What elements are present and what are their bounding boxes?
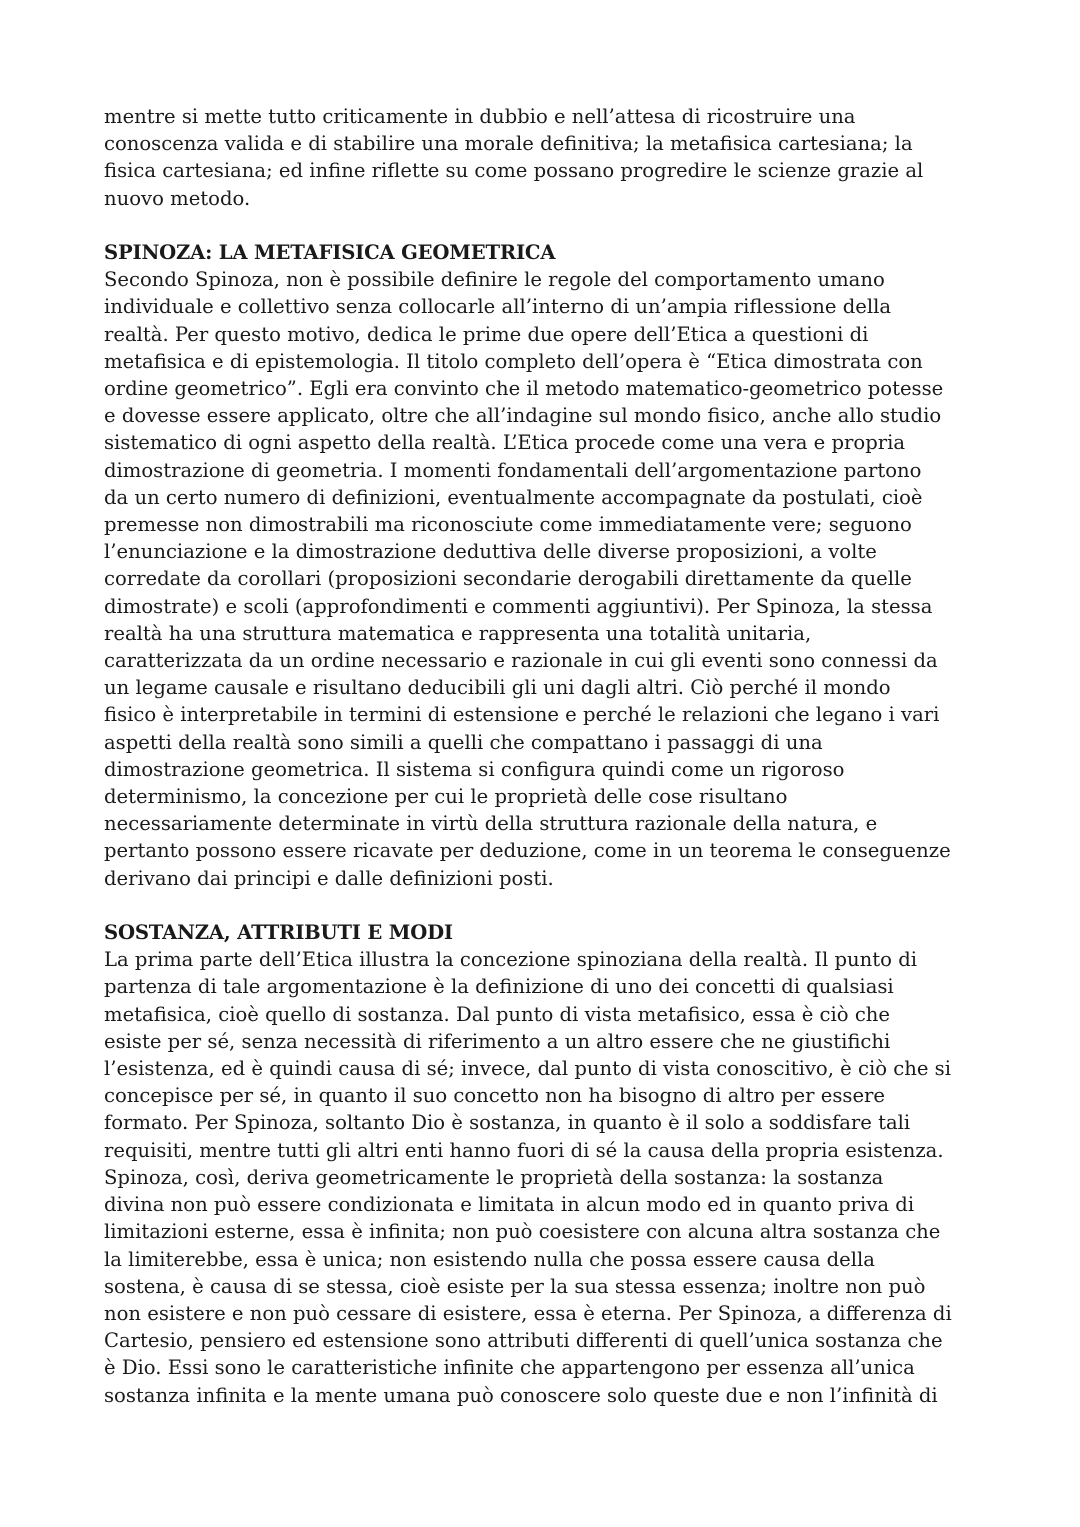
section-heading: SPINOZA: LA METAFISICA GEOMETRICA xyxy=(104,241,556,264)
text-line: necessariamente determinate in virtù della struttura razionale della natura, e xyxy=(104,812,878,836)
text-line: formato. Per Spinoza, soltanto Dio è sostanza, in quanto è il solo a soddisfare tali xyxy=(104,1111,911,1135)
text-line: premesse non dimostrabili ma riconosciute come immediatamente vere; seguono xyxy=(104,513,912,537)
text-line: l’esistenza, ed è quindi causa di sé; invece, dal punto di vista conoscitivo, è ciò che si xyxy=(104,1057,952,1081)
section-body xyxy=(104,946,984,1408)
text-line: concepisce per sé, in quanto il suo concetto non ha bisogno di altro per essere xyxy=(104,1084,886,1108)
text-line: caratterizzata da un ordine necessario e razionale in cui gli eventi sono connessi da xyxy=(104,649,938,673)
text-line: ordine geometrico”. Egli era convinto che il metodo matematico-geometrico potesse xyxy=(104,377,944,401)
text-line: determinismo, la concezione per cui le proprietà delle cose risultano xyxy=(104,785,788,809)
text-line: è Dio. Essi sono le caratteristiche infinite che appartengono per essenza all’unica xyxy=(104,1356,915,1380)
text-line: Spinoza, così, deriva geometricamente le proprietà della sostanza: la sostanza xyxy=(104,1165,884,1189)
text-line: non esistere e non può cessare di esistere, essa è eterna. Per Spinoza, a differenza di xyxy=(104,1301,952,1325)
text-line: requisiti, mentre tutti gli altri enti hanno fuori di sé la causa della propria esistenza. xyxy=(104,1138,944,1162)
text-line: Secondo Spinoza, non è possibile definire le regole del comportamento umano xyxy=(104,268,885,292)
section-heading: SOSTANZA, ATTRIBUTI E MODI xyxy=(104,921,453,945)
text-line: esiste per sé, senza necessità di riferimento a un altro essere che ne giustifichi xyxy=(104,1029,891,1053)
text-line: aspetti della realtà sono simili a quelli che compattano i passaggi di una xyxy=(104,730,823,754)
text-line: dimostrate) e scoli (approfondimenti e commenti aggiuntivi). Per Spinoza, la stessa xyxy=(104,594,933,618)
text-line: metafisica, cioè quello di sostanza. Dal punto di vista metafisico, essa è ciò che xyxy=(104,1002,891,1026)
text-line: la limiterebbe, essa è unica; non esistendo nulla che possa essere causa della xyxy=(104,1247,875,1271)
section-sostanza xyxy=(104,919,984,1409)
text-line: fisico è interpretabile in termini di estensione e perché le relazioni che legano i vari xyxy=(104,703,940,727)
text-line: divina non può essere condizionata e limitata in alcun modo ed in quanto priva di xyxy=(104,1193,915,1217)
text-line: corredate da corollari (proposizioni secondarie derogabili direttamente da quelle xyxy=(104,567,912,591)
text-line: pertanto possono essere ricavate per deduzione, come in un teorema le conseguenze xyxy=(104,839,951,863)
text-line: dimostrazione di geometria. I momenti fondamentali dell’argomentazione partono xyxy=(104,458,922,482)
document-page xyxy=(104,103,984,1409)
paragraph-gap xyxy=(104,212,984,239)
text-line: La prima parte dell’Etica illustra la concezione spinoziana della realtà. Il punto di xyxy=(104,948,917,972)
text-line: sostena, è causa di se stessa, cioè esiste per la sua stessa essenza; inoltre non può xyxy=(104,1274,926,1298)
text-line: e dovesse essere applicato, oltre che all’indagine sul mondo fisico, anche allo studio xyxy=(104,404,942,428)
text-line: nuovo metodo. xyxy=(104,186,251,210)
text-line: realtà. Per questo motivo, dedica le prime due opere dell’Etica a questioni di xyxy=(104,322,869,346)
text-line: dimostrazione geometrica. Il sistema si configura quindi come un rigoroso xyxy=(104,757,845,781)
text-line: conoscenza valida e di stabilire una morale definitiva; la metafisica cartesiana; la xyxy=(104,132,913,156)
text-line: l’enunciazione e la dimostrazione deduttiva delle diverse proposizioni, a volte xyxy=(104,540,877,564)
text-line: Cartesio, pensiero ed estensione sono attributi differenti di quell’unica sostanza che xyxy=(104,1329,943,1353)
text-line: derivano dai principi e dalle definizioni posti. xyxy=(104,866,554,890)
text-line: da un certo numero di definizioni, eventualmente accompagnate da postulati, cioè xyxy=(104,485,923,509)
text-line: un legame causale e risultano deducibili gli uni dagli altri. Ciò perché il mondo xyxy=(104,676,891,700)
text-line: mentre si mette tutto criticamente in dubbio e nell’attesa di ricostruire una xyxy=(104,105,856,128)
text-line: metafisica e di epistemologia. Il titolo completo dell’opera è “Etica dimostrata con xyxy=(104,349,923,373)
text-line: limitazioni esterne, essa è infinita; non può coesistere con alcuna altra sostanza che xyxy=(104,1220,941,1244)
text-line: fisica cartesiana; ed infine riflette su come possano progredire le scienze grazie al xyxy=(104,159,924,183)
section-spinoza xyxy=(104,239,984,892)
intro-paragraph xyxy=(104,103,984,212)
section-body xyxy=(104,266,984,892)
text-line: sistematico di ogni aspetto della realtà. L’Etica procede come una vera e propria xyxy=(104,431,906,455)
text-line: individuale e collettivo senza collocarle all’interno di un’ampia riflessione della xyxy=(104,295,892,319)
text-line: partenza di tale argomentazione è la definizione di uno dei concetti di qualsiasi xyxy=(104,975,894,999)
text-line: realtà ha una struttura matematica e rappresenta una totalità unitaria, xyxy=(104,621,812,645)
text-line: sostanza infinita e la mente umana può conoscere solo queste due e non l’infinità di xyxy=(104,1383,938,1407)
paragraph-gap xyxy=(104,892,984,919)
